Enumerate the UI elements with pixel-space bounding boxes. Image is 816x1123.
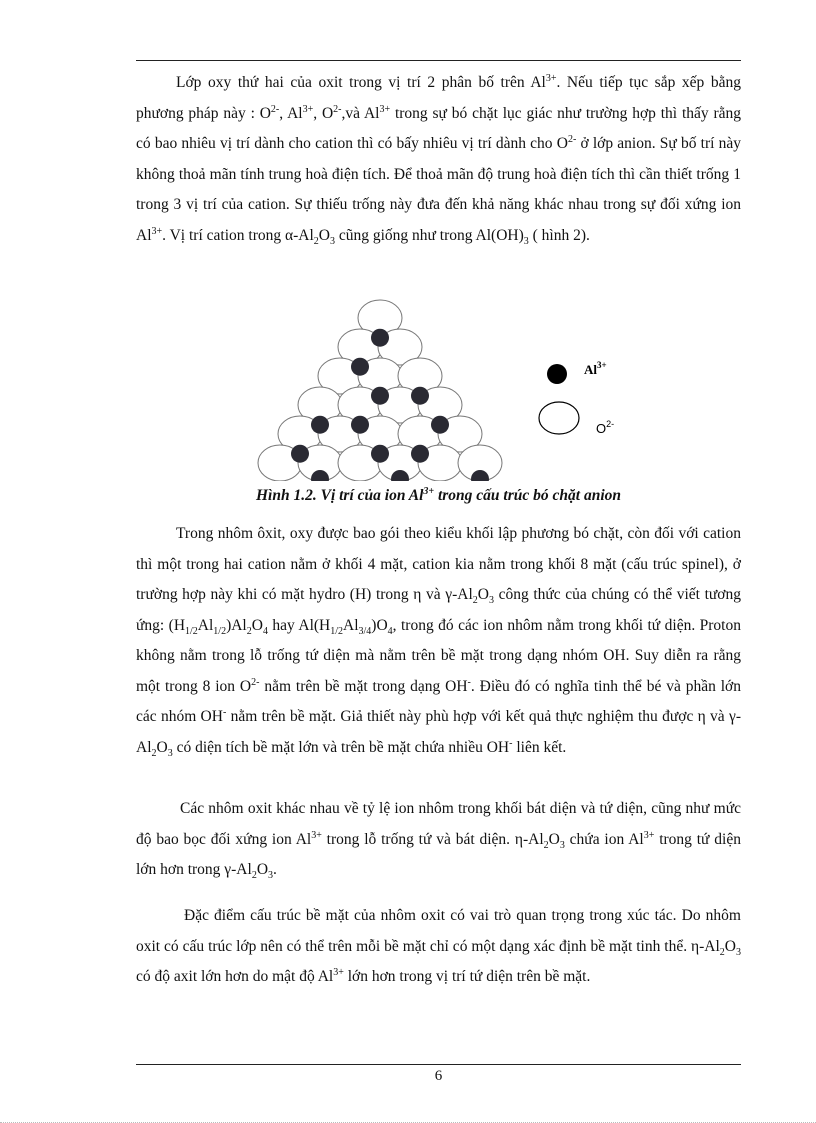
legend-anion-marker [539,402,579,434]
paragraph-3: Các nhôm oxit khác nhau về tỷ lệ ion nhôm trong khối bát diện và tứ diện, cũng như mức độ bao bọc đối xứng ion $Al^{3+}$ trong lỗ trống tứ và bát diện. $\eta-Al_2O_3$ chứa ion $Al^{3+}$ trong tứ diện lớn hơn trong $\gamma-Al_2O_3$. [136,800,741,882]
paragraph-1: Lớp oxy thứ hai của oxit trong vị trí 2 phân bố trên $Al^{3+}$. Nếu tiếp tục sắp xếp bằng phương pháp này : $O^{2-}$, $Al^{3+}$, $O^{2-},và$ $Al^{3+}$ trong sự bó chặt lục giác như trường hợp thì thấy rằng có bao nhiêu vị trí dành cho cation thì có bấy nhiêu vị trí dành cho $O^{2-}$ ở lớp anion. Sự bố trí này không thoả mãn tính trung hoà điện tích. Để thoả mãn độ trung hoà điện tích thì cần thiết trống 1 trong 3 vị trí của cation. Sự thiếu trống này đưa đến khả năng khác nhau trong sự đối xứng ion $Al^{3+}$. Vị trí cation trong $\alpha-Al_2O_3$ cũng giống như trong $Al(OH)_3$ ( hình 2). [136,72,742,247]
cation-al3-dot [291,445,309,463]
close-packing-figure [250,296,630,481]
cation-al3-dot [431,416,449,434]
cation-al3-dot [351,416,369,434]
cation-al3-dot [411,387,429,405]
footer-rule [136,1064,741,1065]
cation-al3-dot [371,387,389,405]
legend-cation-label: $Al^{3+}$ [584,360,607,377]
cation-al3-dot [371,329,389,347]
cation-al3-dot [311,416,329,434]
paragraph-2: Trong nhôm ôxit, oxy được bao gói theo kiểu khối lập phương bó chặt, còn đối với cation thì một trong hai cation nằm ở khối 4 mặt, cation kia nằm trong khối 8 mặt (cấu trúc spinel), ở trường hợp này khi có mặt hydro (H) trong η và $\gamma-Al_2O_3$ công thức của chúng có thể viết tương ứng: $(H_{1/2}Al_{1/2})Al_2O_4$ hay $Al(H_{1/2}Al_{3/4})O_4$, trong đó các ion nhôm nằm trong khối tứ diện. Proton không nằm trong lỗ trống tứ diện mà nằm trên bề mặt trong dạng nhóm OH. Suy diễn ra rằng một trong 8 ion $O^{2-}$ nằm trên bề mặt trong dạng OH-. Điều đó có nghĩa tinh thể bé và phần lớn các nhóm OH- nằm trên bề mặt. Giả thiết này phù hợp với kết quả thực nghiệm thu được η và $\gamma-Al_2O_3$ có diện tích bề mặt lớn và trên bề mặt chứa nhiều OH- liên kết. [136,525,741,759]
cation-al3-dot [351,358,369,376]
legend-cation-marker [547,364,567,384]
legend-anion-label: $O^{2-}$ [596,419,615,436]
figure-caption: Hình 1.2. Vị trí của ion $Al^{3+}$ trong cấu trúc bó chặt anion [256,485,621,504]
page-number: 6 [434,1068,443,1084]
cation-al3-dot [411,445,429,463]
paragraph-4: Đặc điểm cấu trúc bề mặt của nhôm oxit có vai trò quan trọng trong xúc tác. Do nhôm oxit có cấu trúc lớp nên có thể trên mỗi bề mặt chỉ có một dạng xác định bề mặt tinh thể. $\eta-Al_2O_3$ có độ axit lớn hơn do mật độ $Al^{3+}$ lớn hơn trong vị trí tứ diện trên bề mặt. [136,907,741,985]
header-rule [136,60,741,61]
cation-al3-dot [371,445,389,463]
